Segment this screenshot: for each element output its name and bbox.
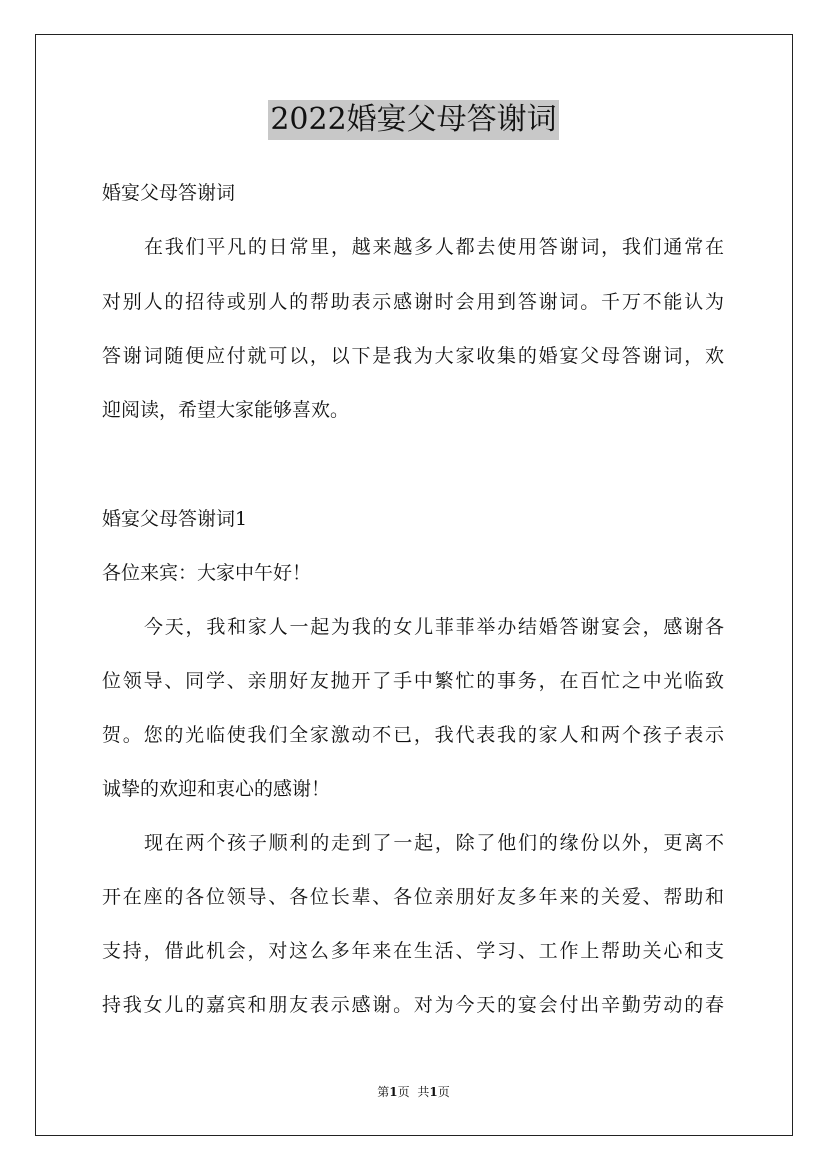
para1-line-2: 位领导、同学、亲朋好友抛开了手中繁忙的事务，在百忙之中光临致	[102, 670, 724, 692]
section-heading: 婚宴父母答谢词1	[102, 508, 248, 530]
para2-line-1: 现在两个孩子顺利的走到了一起，除了他们的缘份以外，更离不	[144, 832, 724, 854]
para2-line-2: 开在座的各位领导、各位长辈、各位亲朋好友多年来的关爱、帮助和	[102, 886, 724, 908]
footer-prefix: 第	[377, 1085, 390, 1099]
page-footer	[0, 1084, 827, 1100]
footer-total-pages: 1	[429, 1085, 438, 1099]
title-container	[0, 100, 827, 140]
intro-line-3: 答谢词随便应付就可以，以下是我为大家收集的婚宴父母答谢词，欢	[102, 345, 724, 367]
intro-line-4: 迎阅读，希望大家能够喜欢。	[102, 399, 350, 421]
footer-page-suffix: 页	[397, 1085, 410, 1099]
para1-line-1: 今天，我和家人一起为我的女儿菲菲举办结婚答谢宴会，感谢各	[144, 616, 724, 638]
para2-line-3: 支持，借此机会，对这么多年来在生活、学习、工作上帮助关心和支	[102, 940, 724, 962]
intro-line-2: 对别人的招待或别人的帮助表示感谢时会用到答谢词。千万不能认为	[102, 291, 724, 313]
intro-line-1: 在我们平凡的日常里，越来越多人都去使用答谢词，我们通常在	[144, 236, 724, 258]
footer-total-prefix: 共	[417, 1085, 430, 1099]
document-subtitle: 婚宴父母答谢词	[102, 182, 236, 204]
footer-page-number: 1	[389, 1085, 398, 1099]
para1-line-4: 诚挚的欢迎和衷心的感谢！	[102, 778, 331, 800]
footer-total-suffix: 页	[437, 1085, 450, 1099]
document-title: 2022婚宴父母答谢词	[268, 100, 558, 140]
para2-line-4: 持我女儿的嘉宾和朋友表示感谢。对为今天的宴会付出辛勤劳动的春	[102, 994, 724, 1016]
greeting-line: 各位来宾：大家中午好！	[102, 562, 312, 584]
para1-line-3: 贺。您的光临使我们全家激动不已，我代表我的家人和两个孩子表示	[102, 724, 724, 746]
